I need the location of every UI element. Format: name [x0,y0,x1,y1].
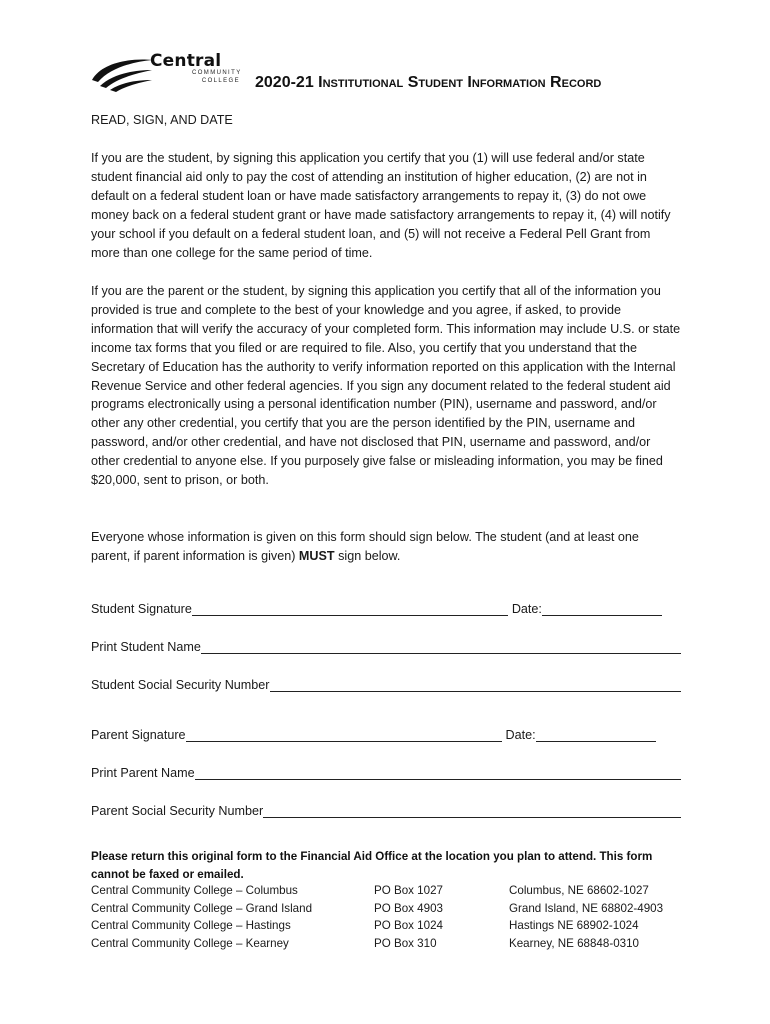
instruction-text-pre: Everyone whose information is given on this form should sign below. The student (and at least one parent, if parent information is given) [91,530,639,563]
print-student-name-row [91,634,681,654]
office-row [91,882,691,900]
office-po-box: PO Box 4903 [374,901,443,915]
logo-subline-community: COMMUNITY [192,70,242,76]
instruction-text-post: sign below. [334,548,401,563]
office-campus: Central Community College – Grand Island [91,901,313,915]
student-signature-label: Student Signature [91,602,192,616]
page-title: 2020-21 Institutional Student Information Record [255,74,602,91]
read-sign-date-heading: READ, SIGN, AND DATE [91,113,233,127]
print-parent-name-line[interactable] [195,765,681,780]
student-ssn-label: Student Social Security Number [91,678,270,692]
return-notice: Please return this original form to the Financial Aid Office at the location you plan to attend. This form cannot be faxed or emailed. [91,850,653,881]
parent-certification-paragraph: If you are the parent or the student, by signing this application you certify that all of the information you provided is true and complete to the best of your knowledge and you agree, if asked, to provide information that will verify the accuracy of your completed form. This information may include U.S. or state income tax forms that you filed or are required to file. Also, you certify that you understand that the Secretary of Education has the authority to verify information reported on this application with the Internal Revenue Service and other federal agencies. If you sign any document related to the federal student aid programs electronically using a personal identification number (PIN), username and password, and/or other any other credential, you certify that you are the person identified by the PIN, username and password, and/or other credential, and have not disclosed that PIN, username and password, and/or other credential to anyone else. If you purposely give false or misleading information, you may be fined $20,000, sent to prison, or both. [91,284,681,488]
office-row [91,935,691,953]
logo-wordmark: Central [150,51,222,71]
parent-ssn-row [91,798,681,818]
parent-signature-row [91,722,681,742]
office-po-box: PO Box 1024 [374,919,443,932]
office-address-list [91,882,691,952]
student-certification-paragraph: If you are the student, by signing this application you certify that you (1) will use federal and/or state student financial aid only to pay the cost of attending an institution of higher education, (2) are not in default on a federal student loan or have made satisfactory arrangements to repay it, (3) do not owe money back on a federal student grant or have made satisfactory arrangements to repay it, (4) will notify your school if you default on a federal student loan, and (5) will not receive a Federal Pell Grant from more than one college for the same period of time. [91,151,671,260]
college-logo [88,50,248,92]
print-parent-name-label: Print Parent Name [91,766,195,780]
parent-signature-label: Parent Signature [91,728,186,742]
office-po-box: PO Box 1027 [374,884,443,897]
office-campus: Central Community College – Hastings [91,919,291,932]
student-date-line[interactable] [542,601,662,616]
office-po-box: PO Box 310 [374,936,437,950]
swoosh-logo-icon [88,50,158,92]
office-city: Kearney, NE 68848-0310 [509,936,639,950]
office-campus: Central Community College – Columbus [91,884,298,897]
office-city: Columbus, NE 68602-1027 [509,884,649,897]
office-campus: Central Community College – Kearney [91,936,289,950]
student-ssn-row [91,672,681,692]
student-date-label: Date: [511,602,542,616]
office-city: Grand Island, NE 68802-4903 [509,901,664,915]
student-ssn-line[interactable] [270,677,682,692]
office-row [91,917,691,935]
print-student-name-line[interactable] [201,639,681,654]
logo-subline-college: COLLEGE [201,78,240,84]
parent-ssn-line[interactable] [263,803,681,818]
signature-instruction-paragraph [91,528,681,566]
office-row [91,900,691,918]
student-signature-row [91,596,681,616]
parent-date-line[interactable] [536,727,656,742]
parent-ssn-label: Parent Social Security Number [91,804,264,818]
print-student-name-label: Print Student Name [91,640,201,654]
student-signature-line[interactable] [192,601,508,616]
must-emphasis: MUST [298,548,335,563]
parent-signature-line[interactable] [186,727,502,742]
office-city: Hastings NE 68902-1024 [509,919,639,932]
print-parent-name-row [91,760,681,780]
parent-date-label: Date: [505,728,536,742]
